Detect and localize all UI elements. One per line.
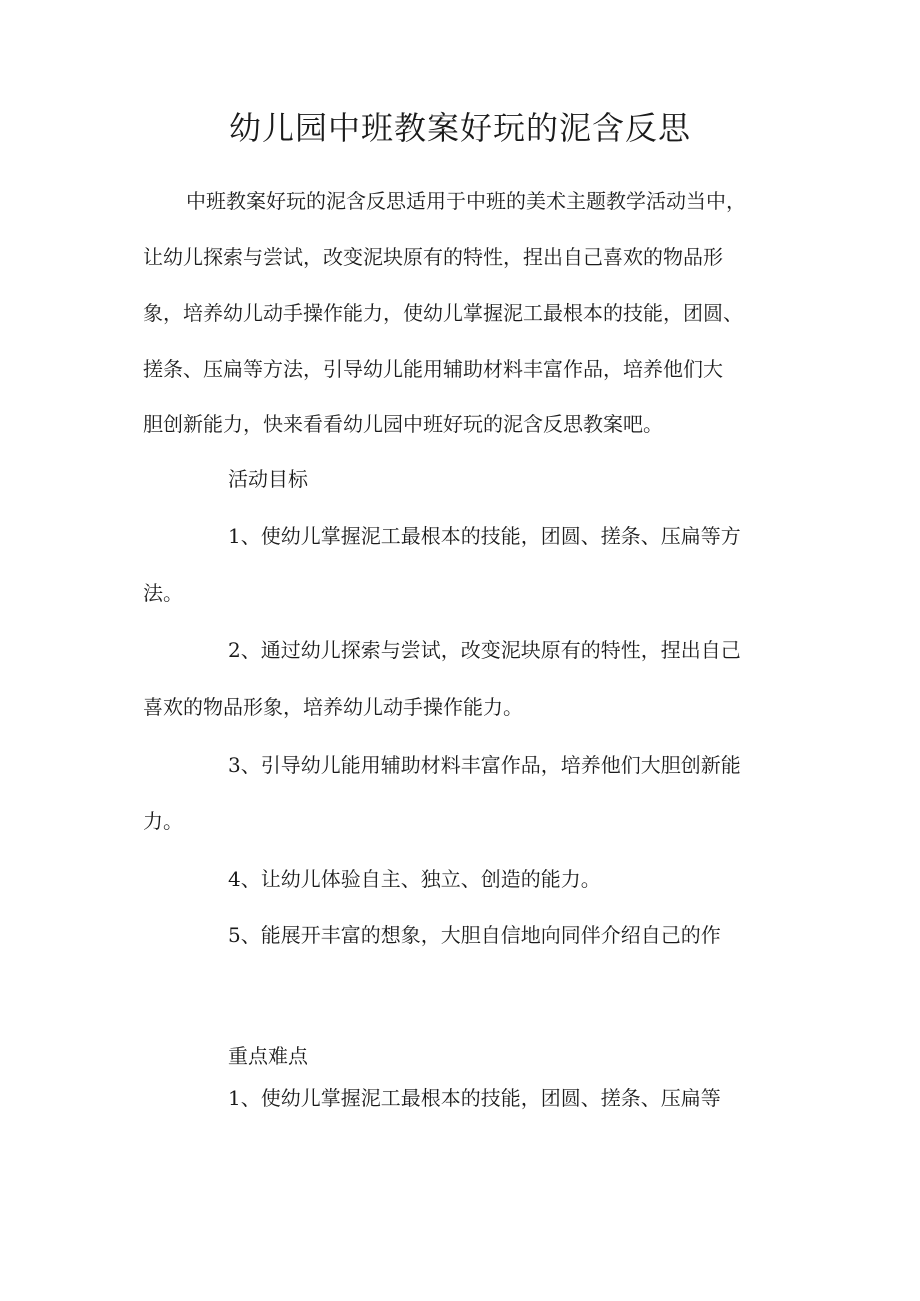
intro-line: 胆创新能力，快来看看幼儿园中班好玩的泥含反思教案吧。 (143, 412, 663, 436)
intro-line: 中班教案好玩的泥含反思适用于中班的美术主题教学活动当中， (186, 189, 746, 213)
goal-item-line: 1、使幼儿掌握泥工最根本的技能，团圆、搓条、压扁等方 (228, 524, 741, 548)
goal-item-line: 力。 (143, 809, 183, 833)
goals-heading: 活动目标 (228, 467, 308, 491)
goal-item-line: 2、通过幼儿探索与尝试，改变泥块原有的特性，捏出自己 (228, 638, 741, 662)
goal-item-line: 喜欢的物品形象，培养幼儿动手操作能力。 (143, 695, 523, 719)
goal-item-line: 5、能展开丰富的想象，大胆自信地向同伴介绍自己的作 (228, 923, 721, 947)
intro-line: 象，培养幼儿动手操作能力，使幼儿掌握泥工最根本的技能，团圆、 (143, 301, 743, 325)
document-title: 幼儿园中班教案好玩的泥含反思 (228, 109, 691, 147)
key-point-item-line: 1、使幼儿掌握泥工最根本的技能，团圆、搓条、压扁等 (228, 1086, 721, 1110)
intro-line: 搓条、压扁等方法，引导幼儿能用辅助材料丰富作品，培养他们大 (143, 357, 723, 381)
goal-item-line: 4、让幼儿体验自主、独立、创造的能力。 (228, 867, 601, 891)
goal-item-line: 法。 (143, 581, 183, 605)
intro-line: 让幼儿探索与尝试，改变泥块原有的特性，捏出自己喜欢的物品形 (143, 245, 723, 269)
key-points-heading: 重点难点 (228, 1044, 308, 1068)
goal-item-line: 3、引导幼儿能用辅助材料丰富作品，培养他们大胆创新能 (228, 753, 741, 777)
